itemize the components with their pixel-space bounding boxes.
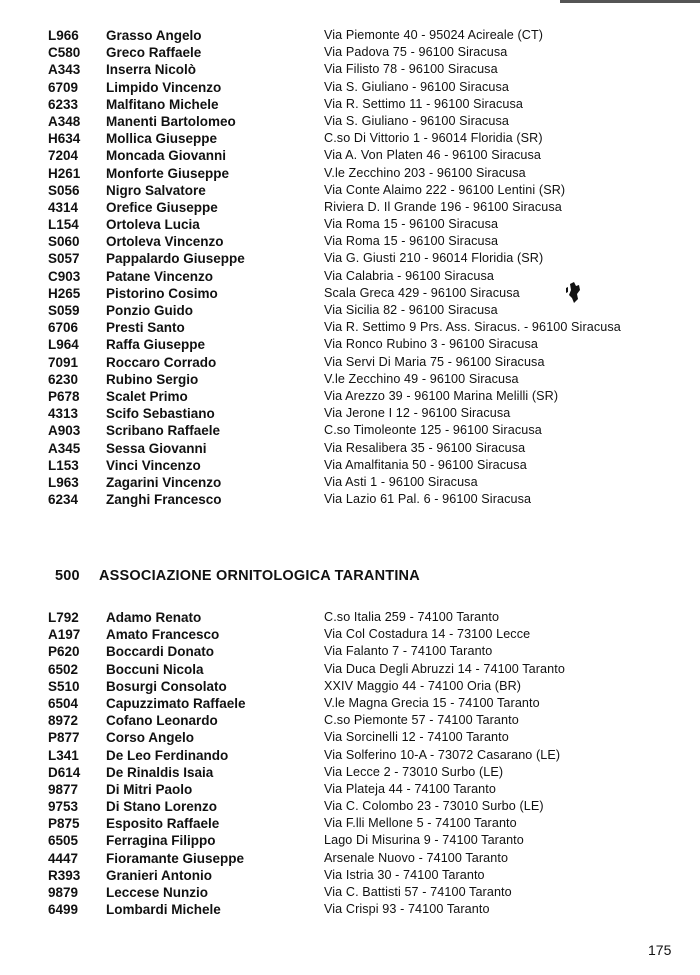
member-address: C.so Piemonte 57 - 74100 Taranto [324, 713, 519, 728]
list-item [0, 44, 700, 61]
member-list-siracusa [0, 27, 700, 508]
member-code: P875 [48, 816, 80, 832]
member-code: L341 [48, 747, 79, 763]
list-item [0, 79, 700, 96]
member-code: 6502 [48, 661, 79, 677]
member-address: Via Lecce 2 - 73010 Surbo (LE) [324, 764, 504, 779]
member-code: 6230 [48, 371, 79, 387]
member-code: L963 [48, 474, 79, 490]
member-name: Mollica Giuseppe [106, 131, 218, 147]
member-address: V.le Magna Grecia 15 - 74100 Taranto [324, 695, 540, 710]
member-code: 6234 [48, 492, 79, 508]
member-code: 4447 [48, 850, 79, 866]
member-address: Via Asti 1 - 96100 Siracusa [324, 474, 478, 489]
member-address: Via Lazio 61 Pal. 6 - 96100 Siracusa [324, 492, 532, 507]
list-item [0, 474, 700, 491]
member-name: Grasso Angelo [106, 28, 202, 43]
member-address: Via Crispi 93 - 74100 Taranto [324, 902, 490, 917]
list-item [0, 440, 700, 457]
member-code: S057 [48, 251, 80, 267]
member-code: 8972 [48, 713, 79, 729]
member-code: 9877 [48, 781, 79, 797]
member-name: Boccuni Nicola [106, 661, 204, 677]
member-name: Ponzio Guido [106, 303, 193, 318]
member-address: Via Jerone I 12 - 96100 Siracusa [324, 406, 511, 421]
member-name: Roccaro Corrado [106, 354, 217, 370]
list-item [0, 405, 700, 422]
member-code: A348 [48, 113, 81, 129]
list-item [0, 233, 700, 250]
member-name: Malfitano Michele [106, 96, 219, 112]
member-code: L153 [48, 457, 79, 473]
member-name: Cofano Leonardo [106, 713, 218, 729]
member-code: D614 [48, 764, 81, 780]
list-item [0, 371, 700, 388]
member-code: L964 [48, 337, 79, 353]
member-address: C.so Di Vittorio 1 - 96014 Floridia (SR) [324, 131, 543, 146]
member-name: Raffa Giuseppe [106, 337, 206, 353]
member-code: A345 [48, 440, 81, 456]
member-name: Orefice Giuseppe [106, 199, 218, 215]
list-item [0, 27, 700, 44]
member-address: Via C. Battisti 57 - 74100 Taranto [324, 885, 512, 899]
member-code: A903 [48, 423, 81, 439]
member-code: 6504 [48, 695, 79, 711]
member-code: 6505 [48, 833, 79, 849]
list-item [0, 147, 700, 164]
list-item [0, 113, 700, 130]
list-item [0, 96, 700, 113]
member-address: V.le Zecchino 49 - 96100 Siracusa [324, 371, 519, 386]
list-item [0, 457, 700, 474]
member-list-taranto [0, 609, 700, 918]
member-code: A343 [48, 62, 81, 78]
list-item [0, 643, 700, 660]
member-address: Via Calabria - 96100 Siracusa [324, 268, 494, 283]
member-code: L792 [48, 610, 79, 625]
member-code: 4314 [48, 199, 79, 215]
list-item [0, 712, 700, 729]
member-address: Via Sicilia 82 - 96100 Siracusa [324, 303, 498, 317]
member-name: Lombardi Michele [106, 902, 221, 918]
list-item [0, 285, 700, 302]
member-address: Via F.lli Mellone 5 - 74100 Taranto [324, 816, 517, 831]
member-name: Limpido Vincenzo [106, 79, 222, 95]
member-address: Via Arezzo 39 - 96100 Marina Melilli (SR) [324, 388, 559, 403]
member-code: L154 [48, 217, 79, 233]
member-name: Rubino Sergio [106, 371, 199, 387]
list-item [0, 747, 700, 764]
member-code: P877 [48, 730, 80, 746]
member-address: Via Roma 15 - 96100 Siracusa [324, 217, 499, 232]
member-name: Zagarini Vincenzo [106, 474, 222, 490]
list-item [0, 319, 700, 336]
member-address: Via A. Von Platen 46 - 96100 Siracusa [324, 148, 542, 163]
list-item [0, 165, 700, 182]
member-code: 4313 [48, 406, 79, 422]
member-code: 6499 [48, 902, 79, 918]
member-address: Via Roma 15 - 96100 Siracusa [324, 234, 499, 249]
member-name: Ortoleva Lucia [106, 217, 200, 233]
list-item [0, 850, 700, 867]
page-number: 175 [648, 942, 672, 958]
top-edge-rule [560, 0, 700, 3]
list-item [0, 661, 700, 678]
list-item [0, 199, 700, 216]
member-code: H634 [48, 131, 81, 147]
list-item [0, 729, 700, 746]
member-address: Via Servi Di Maria 75 - 96100 Siracusa [324, 354, 545, 369]
member-name: Zanghi Francesco [106, 492, 222, 508]
member-name: Di Mitri Paolo [106, 781, 193, 797]
list-item [0, 268, 700, 285]
list-item [0, 336, 700, 353]
list-item [0, 491, 700, 508]
member-address: C.so Timoleonte 125 - 96100 Siracusa [324, 423, 542, 438]
list-item [0, 695, 700, 712]
member-code: 6706 [48, 320, 79, 336]
member-address: Via Conte Alaimo 222 - 96100 Lentini (SR) [324, 182, 566, 197]
member-name: Esposito Raffaele [106, 816, 220, 832]
member-address: Via S. Giuliano - 96100 Siracusa [324, 113, 509, 128]
member-name: Presti Santo [106, 320, 185, 336]
member-name: Adamo Renato [106, 610, 202, 625]
list-item [0, 354, 700, 371]
member-address: Via Falanto 7 - 74100 Taranto [324, 644, 493, 659]
member-address: Via S. Giuliano - 96100 Siracusa [324, 79, 509, 94]
list-item [0, 901, 700, 918]
member-name: Leccese Nunzio [106, 885, 209, 900]
member-address: Arsenale Nuovo - 74100 Taranto [324, 850, 509, 865]
member-code: 7091 [48, 354, 79, 370]
member-name: Pistorino Cosimo [106, 285, 218, 301]
member-code: P678 [48, 388, 80, 404]
list-item [0, 216, 700, 233]
member-name: Sessa Giovanni [106, 440, 207, 456]
list-item [0, 764, 700, 781]
member-address: Via C. Colombo 23 - 73010 Surbo (LE) [324, 799, 544, 814]
member-code: 6233 [48, 96, 79, 112]
member-name: Bosurgi Consolato [106, 678, 227, 694]
member-address: Via Resalibera 35 - 96100 Siracusa [324, 440, 526, 455]
section-title: ASSOCIAZIONE ORNITOLOGICA TARANTINA [99, 568, 420, 584]
member-address: XXIV Maggio 44 - 74100 Oria (BR) [324, 678, 522, 693]
member-address: Via Plateja 44 - 74100 Taranto [324, 781, 496, 796]
list-item [0, 626, 700, 643]
member-name: Inserra Nicolò [106, 62, 197, 78]
list-item [0, 798, 700, 815]
member-code: L966 [48, 28, 79, 43]
member-address: Via Sorcinelli 12 - 74100 Taranto [324, 730, 509, 745]
member-code: C580 [48, 45, 81, 61]
member-name: Granieri Antonio [106, 867, 213, 883]
member-name: De Leo Ferdinando [106, 747, 229, 763]
member-code: C903 [48, 268, 81, 284]
section-heading [55, 568, 420, 584]
member-name: Amato Francesco [106, 627, 220, 643]
member-code: S060 [48, 234, 80, 250]
member-name: Patane Vincenzo [106, 268, 214, 284]
member-name: Pappalardo Giuseppe [106, 251, 245, 267]
ink-smudge-mark [563, 280, 585, 306]
list-item [0, 182, 700, 199]
member-code: 6709 [48, 79, 79, 95]
member-name: Fioramante Giuseppe [106, 850, 245, 866]
section-number: 500 [55, 568, 80, 584]
member-name: Corso Angelo [106, 730, 195, 746]
member-address: Via Ronco Rubino 3 - 96100 Siracusa [324, 337, 538, 352]
member-address: Via Duca Degli Abruzzi 14 - 74100 Taranto [324, 661, 565, 676]
member-code: R393 [48, 867, 81, 883]
member-address: Via R. Settimo 9 Prs. Ass. Siracus. - 96100 Siracusa [324, 320, 621, 335]
member-name: Ortoleva Vincenzo [106, 234, 224, 250]
member-address: Via Padova 75 - 96100 Siracusa [324, 45, 508, 60]
member-name: Vinci Vincenzo [106, 457, 201, 473]
list-item [0, 130, 700, 147]
member-code: A197 [48, 627, 81, 643]
member-code: S510 [48, 678, 80, 694]
member-code: P620 [48, 644, 80, 660]
member-name: Capuzzimato Raffaele [106, 695, 246, 711]
list-item [0, 884, 700, 901]
member-name: Monforte Giuseppe [106, 165, 230, 181]
member-address: Via Col Costadura 14 - 73100 Lecce [324, 627, 531, 642]
member-code: S059 [48, 303, 80, 318]
member-address: C.so Italia 259 - 74100 Taranto [324, 610, 500, 624]
member-code: H265 [48, 285, 81, 301]
member-code: 7204 [48, 148, 79, 164]
member-name: De Rinaldis Isaia [106, 764, 214, 780]
member-address: Via Solferino 10-A - 73072 Casarano (LE) [324, 747, 561, 762]
member-address: Via Piemonte 40 - 95024 Acireale (CT) [324, 28, 544, 42]
list-item [0, 609, 700, 626]
member-name: Boccardi Donato [106, 644, 215, 660]
member-address: Via R. Settimo 11 - 96100 Siracusa [324, 96, 523, 111]
list-item [0, 832, 700, 849]
member-name: Scribano Raffaele [106, 423, 221, 439]
member-address: Via Amalfitania 50 - 96100 Siracusa [324, 457, 527, 472]
member-name: Nigro Salvatore [106, 182, 206, 198]
list-item [0, 302, 700, 319]
member-code: H261 [48, 165, 81, 181]
member-name: Scalet Primo [106, 388, 188, 404]
list-item [0, 250, 700, 267]
member-address: V.le Zecchino 203 - 96100 Siracusa [324, 165, 526, 180]
member-address: Via Filisto 78 - 96100 Siracusa [324, 62, 498, 77]
member-address: Via Istria 30 - 74100 Taranto [324, 867, 485, 882]
list-item [0, 867, 700, 884]
member-name: Moncada Giovanni [106, 148, 227, 164]
list-item [0, 781, 700, 798]
member-address: Via G. Giusti 210 - 96014 Floridia (SR) [324, 251, 544, 266]
member-name: Greco Raffaele [106, 45, 202, 61]
member-name: Manenti Bartolomeo [106, 113, 236, 129]
list-item [0, 61, 700, 78]
member-code: 9879 [48, 885, 79, 900]
list-item [0, 422, 700, 439]
list-item [0, 815, 700, 832]
member-name: Ferragina Filippo [106, 833, 216, 849]
list-item [0, 388, 700, 405]
list-item [0, 678, 700, 695]
member-name: Di Stano Lorenzo [106, 799, 217, 815]
member-code: 9753 [48, 799, 79, 815]
member-code: S056 [48, 182, 80, 198]
member-name: Scifo Sebastiano [106, 406, 215, 422]
member-address: Lago Di Misurina 9 - 74100 Taranto [324, 833, 524, 848]
member-address: Scala Greca 429 - 96100 Siracusa [324, 285, 520, 300]
member-address: Riviera D. Il Grande 196 - 96100 Siracusa [324, 199, 562, 214]
